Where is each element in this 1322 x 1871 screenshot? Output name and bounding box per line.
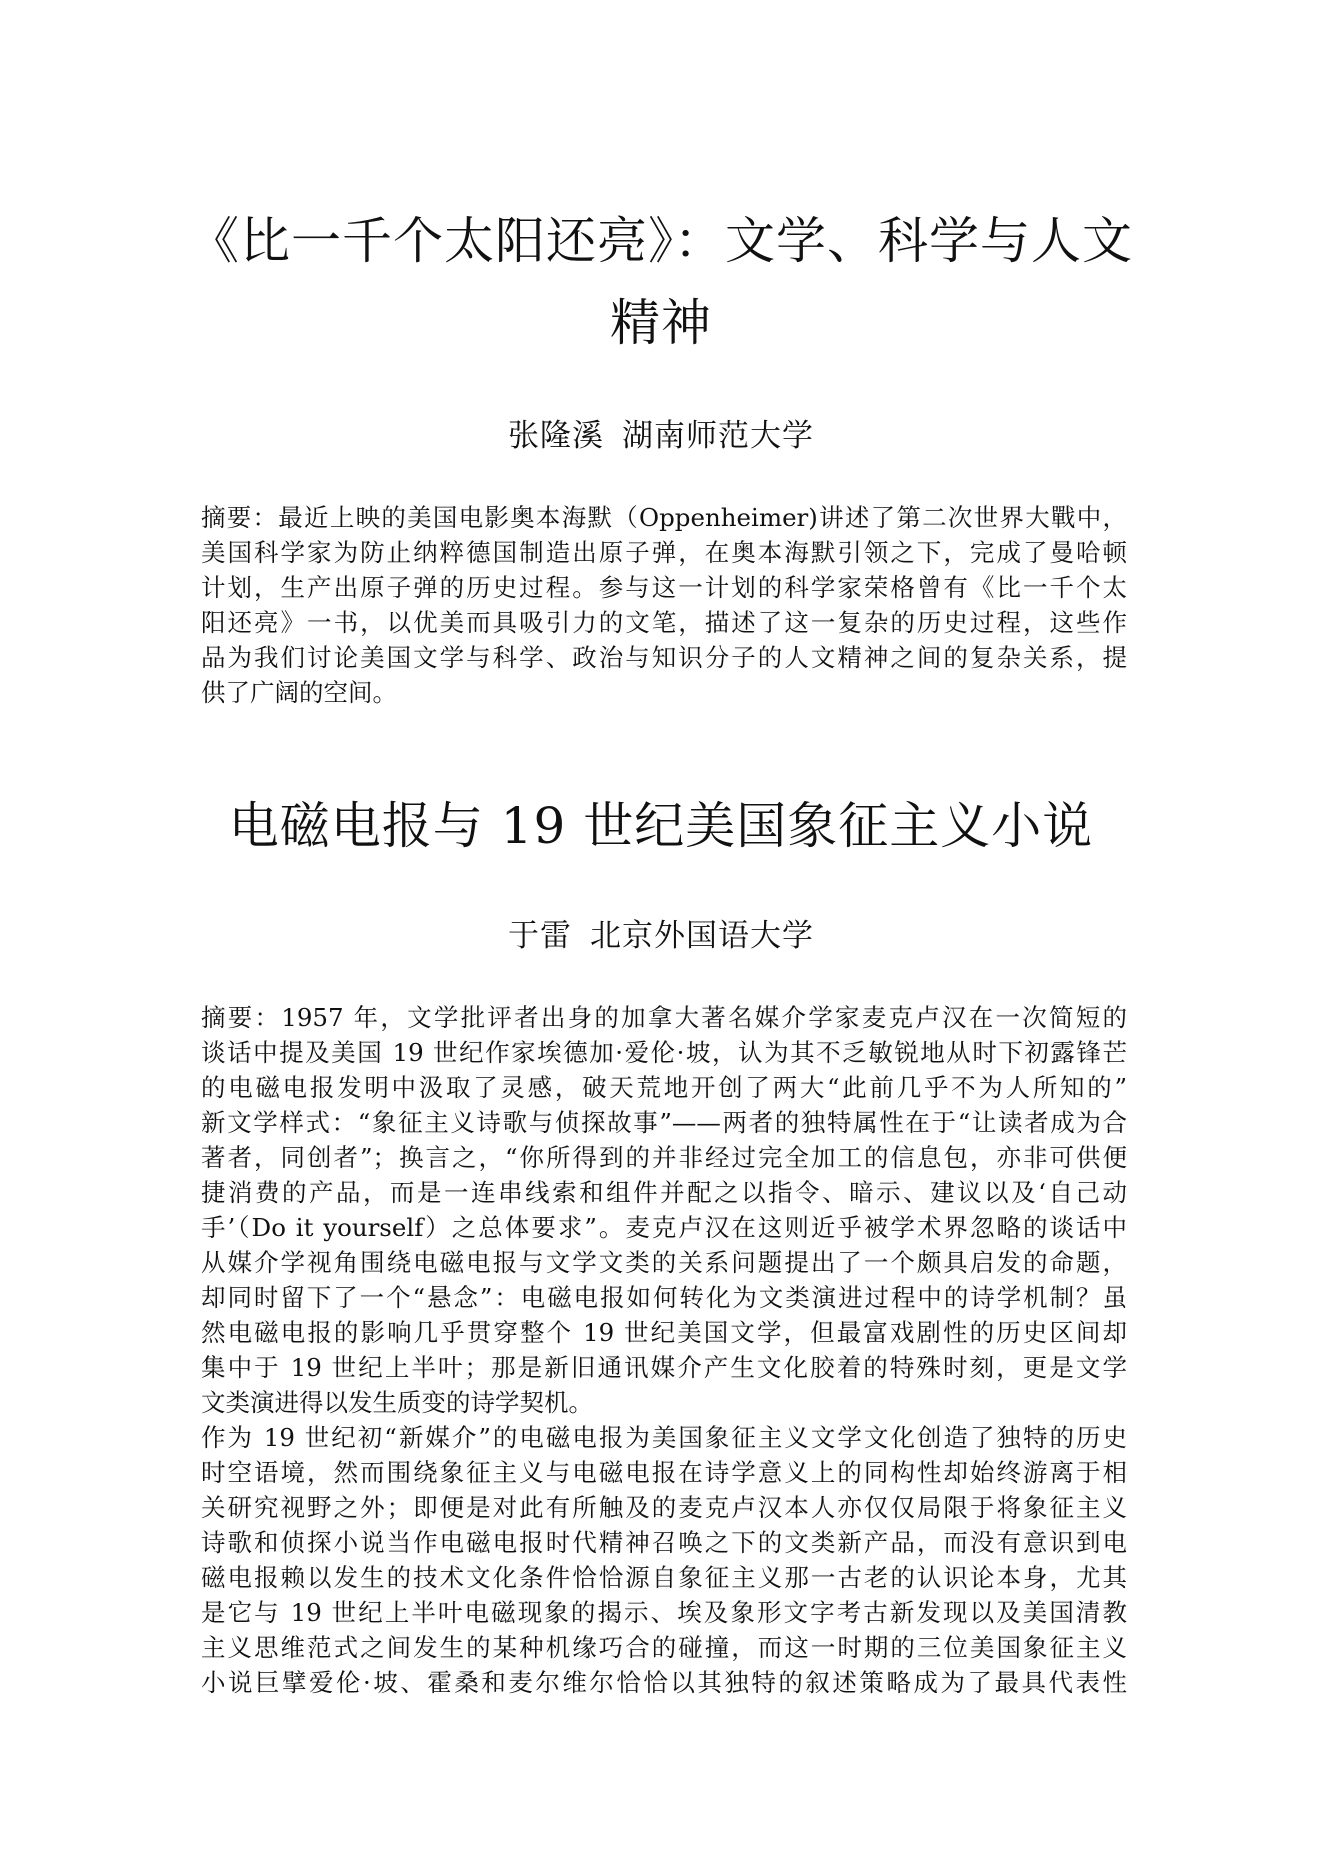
body-line: 主义思维范式之间发生的某种机缘巧合的碰撞，而这一时期的三位美国象征主义 bbox=[201, 1633, 1127, 1662]
body-line: 关研究视野之外；即便是对此有所触及的麦克卢汉本人亦仅仅局限于将象征主义 bbox=[201, 1493, 1127, 1522]
body-line: 小说巨擘爱伦·坡、霍桑和麦尔维尔恰恰以其独特的叙述策略成为了最具代表性 bbox=[201, 1668, 1127, 1697]
body-line: 磁电报赖以发生的技术文化条件恰恰源自象征主义那一古老的认识论本身，尤其 bbox=[201, 1563, 1127, 1592]
body-line: 作为 19 世纪初“新媒介”的电磁电报为美国象征主义文学文化创造了独特的历史 bbox=[201, 1423, 1127, 1452]
abstract-line: 新文学样式：“象征主义诗歌与侦探故事”——两者的独特属性在于“让读者成为合 bbox=[201, 1108, 1127, 1137]
abstract-line: 文类演进得以发生质变的诗学契机。 bbox=[201, 1388, 593, 1417]
abstract-line: 摘要：1957 年，文学批评者出身的加拿大著名媒介学家麦克卢汉在一次简短的 bbox=[201, 1003, 1127, 1032]
abstract-line: 捷消费的产品，而是一连串线索和组件并配之以指令、暗示、建议以及‘自己动 bbox=[201, 1178, 1127, 1207]
abstract-line: 然电磁电报的影响几乎贯穿整个 19 世纪美国文学，但最富戏剧性的历史区间却 bbox=[201, 1318, 1127, 1347]
abstract-line: 计划，生产出原子弹的历史过程。参与这一计划的科学家荣格曾有《比一千个太 bbox=[201, 573, 1127, 602]
article-1-byline bbox=[180, 416, 1142, 456]
article-2-title-line-1: 电磁电报与 19 世纪美国象征主义小说 bbox=[228, 797, 1094, 855]
abstract-line: 品为我们讨论美国文学与科学、政治与知识分子的人文精神之间的复杂关系，提 bbox=[201, 643, 1127, 672]
abstract-line: 却同时留下了一个“悬念”：电磁电报如何转化为文类演进过程中的诗学机制？虽 bbox=[201, 1283, 1127, 1312]
abstract-line: 供了广阔的空间。 bbox=[201, 678, 397, 707]
abstract-line: 美国科学家为防止纳粹德国制造出原子弹，在奥本海默引领之下，完成了曼哈顿 bbox=[201, 538, 1127, 567]
article-2-abstract bbox=[201, 1000, 1127, 1420]
abstract-line: 谈话中提及美国 19 世纪作家埃德加·爱伦·坡，认为其不乏敏锐地从时下初露锋芒 bbox=[201, 1038, 1127, 1067]
body-line: 诗歌和侦探小说当作电磁电报时代精神召唤之下的文类新产品，而没有意识到电 bbox=[201, 1528, 1127, 1557]
article-2-byline bbox=[180, 916, 1142, 956]
article-1-title-line-1: 《比一千个太阳还亮》：文学、科学与人文 bbox=[189, 212, 1133, 270]
article-2-title bbox=[180, 785, 1142, 867]
abstract-line: 阳还亮》一书，以优美而具吸引力的文笔，描述了这一复杂的历史过程，这些作 bbox=[201, 608, 1127, 637]
article-1-title bbox=[180, 200, 1142, 364]
article-1-title-line-2: 精神 bbox=[610, 294, 712, 352]
abstract-line: 集中于 19 世纪上半叶；那是新旧通讯媒介产生文化胶着的特殊时刻，更是文学 bbox=[201, 1353, 1127, 1382]
abstract-line: 的电磁电报发明中汲取了灵感，破天荒地开创了两大“此前几乎不为人所知的” bbox=[201, 1073, 1127, 1102]
article-1-abstract bbox=[201, 500, 1127, 710]
abstract-line: 手’（Do it yourself）之总体要求”。麦克卢汉在这则近乎被学术界忽略的谈话中 bbox=[201, 1213, 1127, 1242]
abstract-line: 摘要：最近上映的美国电影奥本海默（Oppenheimer)讲述了第二次世界大戰中， bbox=[201, 503, 1127, 532]
article-2-affiliation: 北京外国语大学 bbox=[590, 918, 814, 954]
article-1-affiliation: 湖南师范大学 bbox=[622, 418, 814, 454]
abstract-line: 著者，同创者”；换言之，“你所得到的并非经过完全加工的信息包，亦非可供便 bbox=[201, 1143, 1127, 1172]
article-2-body-paragraph bbox=[201, 1420, 1127, 1700]
body-line: 是它与 19 世纪上半叶电磁现象的揭示、埃及象形文字考古新发现以及美国清教 bbox=[201, 1598, 1127, 1627]
body-line: 时空语境，然而围绕象征主义与电磁电报在诗学意义上的同构性却始终游离于相 bbox=[201, 1458, 1127, 1487]
abstract-line: 从媒介学视角围绕电磁电报与文学文类的关系问题提出了一个颇具启发的命题， bbox=[201, 1248, 1127, 1277]
article-1-author: 张隆溪 bbox=[508, 418, 604, 454]
article-2-author: 于雷 bbox=[508, 918, 572, 954]
